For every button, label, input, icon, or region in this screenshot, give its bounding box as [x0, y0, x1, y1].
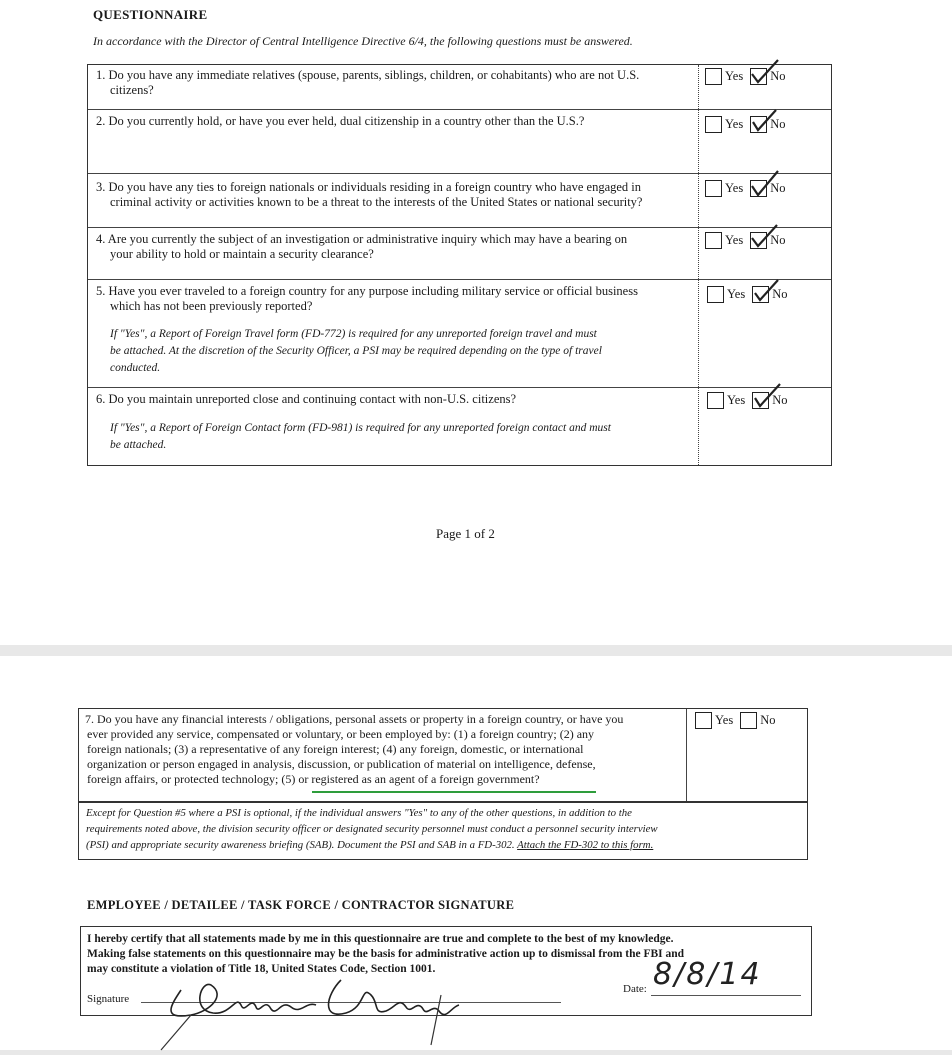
- questionnaire-intro: In accordance with the Director of Central Intelligence Directive 6/4, the following questions must be answered.: [93, 34, 633, 48]
- question-6-note-line1: If "Yes", a Report of Foreign Contact form (FD-981) is required for any unreported foreign contact and must: [110, 422, 611, 434]
- question-5-note-line1: If "Yes", a Report of Foreign Travel form (FD-772) is required for any unreported foreign travel and must: [110, 328, 597, 340]
- no-label: No: [772, 393, 788, 407]
- no-label: No: [760, 713, 776, 727]
- psi-note-box: [78, 802, 808, 860]
- no-checkbox-checked[interactable]: [750, 68, 767, 85]
- question-5-line2: which has not been previously reported?: [110, 299, 313, 313]
- no-checkbox-checked[interactable]: [752, 286, 769, 303]
- no-label: No: [770, 69, 786, 83]
- question-6-answer: [707, 392, 794, 409]
- yes-label: Yes: [725, 233, 744, 247]
- question-7-line4: organization or person engaged in analysis, discussion, or publication of material on intelligence, defense,: [87, 757, 596, 771]
- question-row-2: [88, 109, 831, 173]
- question-5-note-line3: conducted.: [110, 362, 161, 374]
- psi-note-line1: Except for Question #5 where a PSI is optional, if the individual answers "Yes" to any of the other questions, in addition to the: [86, 807, 632, 819]
- question-row-1: [88, 65, 831, 109]
- yes-label: Yes: [727, 393, 746, 407]
- certify-line3: may constitute a violation of Title 18, United States Code, Section 1001.: [87, 963, 436, 975]
- answer-column-divider: [686, 709, 687, 801]
- question-row-6: [88, 387, 831, 467]
- question-3-line2: criminal activity or activities known to be a threat to the interests of the United States or national security?: [110, 195, 643, 209]
- date-value: 8/8/14: [653, 957, 762, 992]
- question-7-answer: [695, 712, 782, 729]
- checkmark-icon: [752, 382, 784, 412]
- question-5-answer: [707, 286, 794, 303]
- question-3-answer: [705, 180, 792, 197]
- question-4-line1: 4. Are you currently the subject of an investigation or administrative inquiry which may have a bearing on: [96, 232, 628, 246]
- psi-note-line3-text: (PSI) and appropriate security awareness briefing (SAB). Document the PSI and SAB in a FD-302.: [86, 839, 515, 851]
- signature-label: Signature: [87, 993, 130, 1005]
- no-label: No: [770, 181, 786, 195]
- yes-checkbox[interactable]: [707, 392, 724, 409]
- checkmark-icon: [750, 170, 782, 200]
- certify-line1: I hereby certify that all statements made by me in this questionnaire are true and complete to the best of my knowledge.: [87, 933, 674, 945]
- signature-box: [80, 926, 812, 1016]
- certify-line2: Making false statements on this questionnaire may be the basis for administrative action up to dismissal from the FBI and: [87, 948, 685, 960]
- psi-note-line3: [86, 837, 653, 853]
- yes-label: Yes: [725, 69, 744, 83]
- handwritten-signature-icon: [141, 935, 501, 1055]
- checkmark-icon: [750, 222, 782, 252]
- highlight-underline: [312, 791, 596, 793]
- no-label: No: [772, 287, 788, 301]
- checkmark-icon: [750, 58, 782, 88]
- date-line: [651, 995, 801, 996]
- yes-label: Yes: [725, 181, 744, 195]
- question-5-line1: 5. Have you ever traveled to a foreign country for any purpose including military service or official business: [96, 284, 638, 298]
- yes-label: Yes: [715, 713, 734, 727]
- signature-heading: EMPLOYEE / DETAILEE / TASK FORCE / CONTRACTOR SIGNATURE: [87, 898, 515, 912]
- attach-fd302-link[interactable]: Attach the FD-302 to this form.: [517, 839, 654, 851]
- question-1-line1: 1. Do you have any immediate relatives (spouse, parents, siblings, children, or cohabitants) who are not U.S.: [96, 68, 640, 82]
- checkmark-icon: [750, 106, 782, 136]
- no-checkbox-checked[interactable]: [752, 392, 769, 409]
- question-4-line2: your ability to hold or maintain a security clearance?: [110, 247, 374, 261]
- questions-table: [87, 64, 832, 466]
- question-4-answer: [705, 232, 792, 249]
- no-checkbox-checked[interactable]: [750, 180, 767, 197]
- question-3-line1: 3. Do you have any ties to foreign nationals or individuals residing in a foreign country who have engaged in: [96, 180, 642, 194]
- question-1-line2: citizens?: [110, 83, 154, 97]
- yes-checkbox[interactable]: [705, 116, 722, 133]
- no-checkbox[interactable]: [740, 712, 757, 729]
- yes-label: Yes: [725, 117, 744, 131]
- questionnaire-page-2: [0, 656, 952, 1050]
- no-checkbox-checked[interactable]: [750, 232, 767, 249]
- no-label: No: [770, 117, 786, 131]
- yes-checkbox[interactable]: [705, 232, 722, 249]
- page-number: Page 1 of 2: [436, 526, 495, 541]
- yes-checkbox[interactable]: [705, 180, 722, 197]
- question-6-line1: 6. Do you maintain unreported close and continuing contact with non-U.S. citizens?: [96, 392, 517, 406]
- psi-note-line2: requirements noted above, the division security officer or designated security personnel must conduct a personnel security interview: [86, 823, 658, 835]
- question-7-table: [78, 708, 808, 802]
- question-7-line1: 7. Do you have any financial interests / obligations, personal assets or property in a foreign country, or have you: [85, 712, 624, 726]
- question-row-5: [88, 279, 831, 387]
- question-2-answer: [705, 116, 792, 133]
- checkmark-icon: [752, 276, 784, 306]
- date-label: Date:: [623, 983, 647, 995]
- yes-label: Yes: [727, 287, 746, 301]
- question-6-note-line2: be attached.: [110, 439, 167, 451]
- question-7-line3: foreign nationals; (3) a representative of any foreign interest; (4) any foreign, domestic, or international: [87, 742, 584, 756]
- question-row-4: [88, 227, 831, 279]
- no-label: No: [770, 233, 786, 247]
- question-2-line1: 2. Do you currently hold, or have you ever held, dual citizenship in a country other than the U.S.?: [96, 114, 585, 128]
- question-7-line2: ever provided any service, compensated or voluntary, or been employed by: (1) a foreign country; (2) any: [87, 727, 595, 741]
- yes-checkbox[interactable]: [707, 286, 724, 303]
- questionnaire-heading: QUESTIONNAIRE: [93, 7, 208, 22]
- yes-checkbox[interactable]: [695, 712, 712, 729]
- question-5-note-line2: be attached. At the discretion of the Security Officer, a PSI may be required depending on the type of travel: [110, 345, 602, 357]
- question-7-line5: foreign affairs, or protected technology; (5) or registered as an agent of a foreign government?: [87, 772, 540, 786]
- no-checkbox-checked[interactable]: [750, 116, 767, 133]
- yes-checkbox[interactable]: [705, 68, 722, 85]
- question-1-answer: [705, 68, 792, 85]
- question-row-3: [88, 173, 831, 227]
